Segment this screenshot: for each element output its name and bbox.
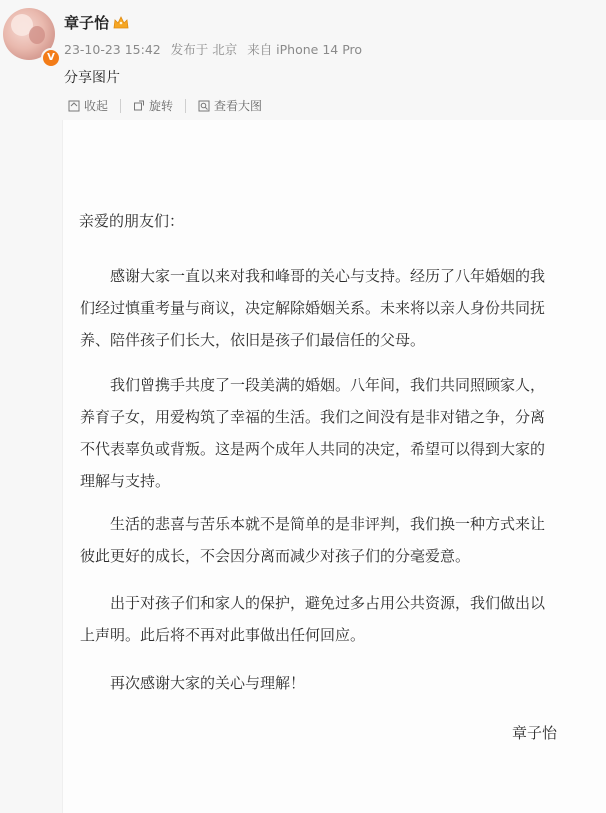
letter-paragraph-5: 再次感谢大家的关心与理解！ xyxy=(110,674,306,692)
post-location: 发布于 北京 xyxy=(170,42,238,57)
toolbar-divider xyxy=(120,99,121,113)
letter-paragraph-3: 生活的悲喜与苦乐本就不是简单的是非评判，我们换一种方式来让彼此更好的成长，不会因分离而减少对孩子们的分毫爱意。 xyxy=(80,515,546,565)
verified-badge-icon: V xyxy=(41,48,61,68)
collapse-button[interactable] xyxy=(62,97,114,114)
letter-signature: 章子怡 xyxy=(512,724,558,742)
crown-icon[interactable] xyxy=(113,16,129,30)
letter-paragraph-1: 感谢大家一直以来对我和峰哥的关心与支持。经历了八年婚姻的我们经过慎重考量与商议，决定解除婚姻关系。未来将以亲人身份共同抚养、陪伴孩子们长大，依旧是孩子们最信任的父母。 xyxy=(80,267,546,349)
letter-paragraph-2: 我们曾携手共度了一段美满的婚姻。八年间，我们共同照顾家人，养育子女，用爱构筑了幸福的生活。我们之间没有是非对错之争，分离不代表辜负或背叛。这是两个成年人共同的决定，希望可以得到大家的理解与支持。 xyxy=(80,376,546,490)
username[interactable]: 章子怡 xyxy=(64,14,110,32)
collapse-label: 收起 xyxy=(84,99,109,113)
rotate-button[interactable] xyxy=(127,97,179,114)
letter-greeting: 亲爱的朋友们： xyxy=(79,212,185,230)
letter-paragraph-4: 出于对孩子们和家人的保护，避免过多占用公共资源，我们做出以上声明。此后将不再对此事做出任何回应。 xyxy=(80,594,546,644)
rotate-label: 旋转 xyxy=(149,99,174,113)
username-row xyxy=(64,12,129,33)
post-source: 来自 iPhone 14 Pro xyxy=(247,42,363,57)
toolbar-divider xyxy=(185,99,186,113)
view-full-icon xyxy=(198,100,210,112)
avatar-wrap[interactable] xyxy=(3,8,55,63)
view-full-label: 查看大图 xyxy=(214,99,263,113)
view-full-button[interactable] xyxy=(192,97,268,114)
post-meta xyxy=(64,40,368,58)
image-toolbar xyxy=(62,97,268,114)
post-header xyxy=(0,0,606,92)
post-text: 分享图片 xyxy=(64,70,120,86)
post-time[interactable]: 23-10-23 15:42 xyxy=(64,42,161,57)
collapse-icon xyxy=(68,100,80,112)
rotate-icon xyxy=(133,100,145,112)
